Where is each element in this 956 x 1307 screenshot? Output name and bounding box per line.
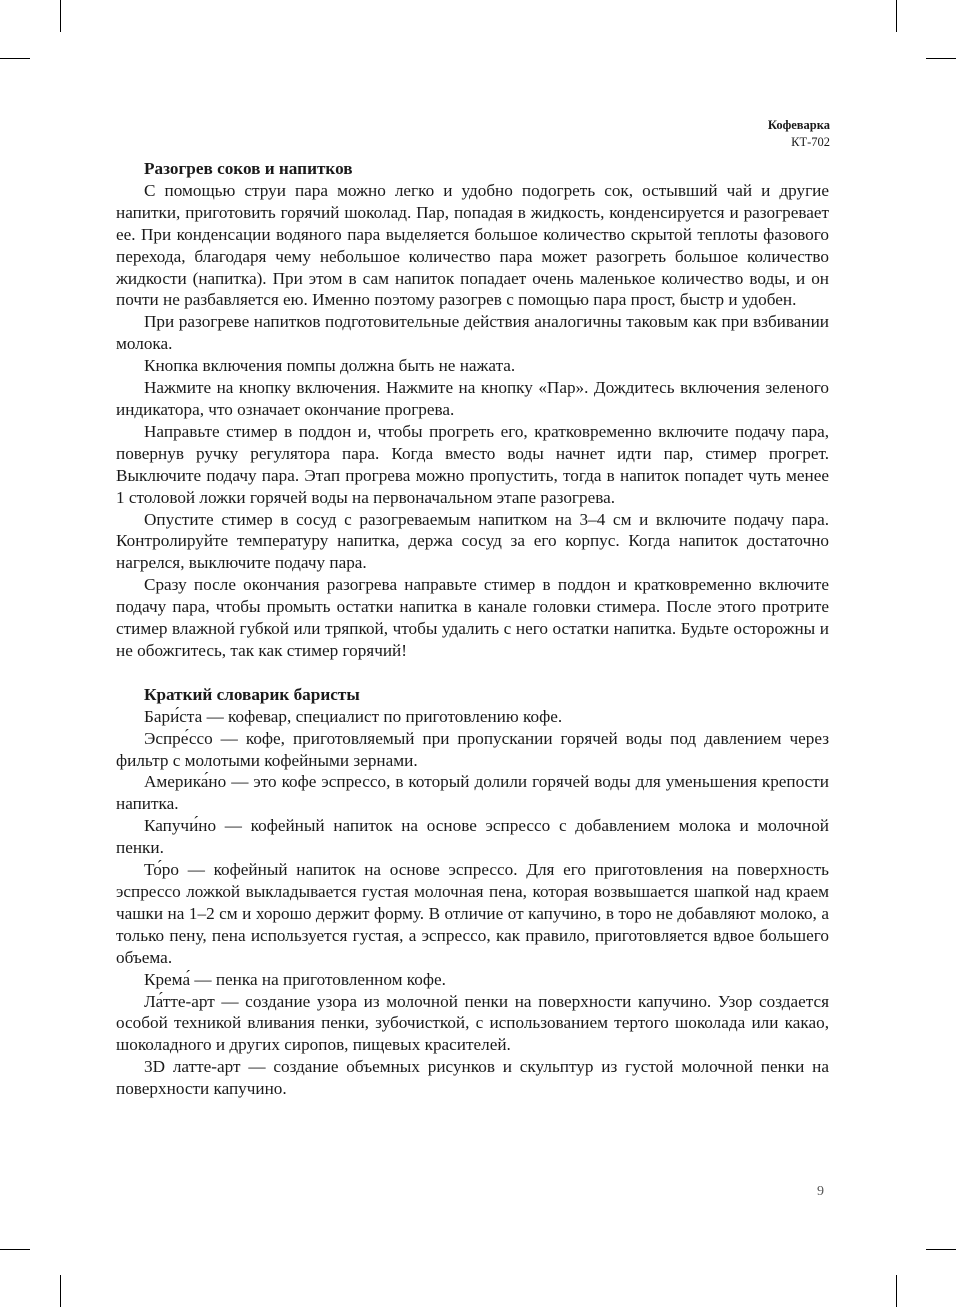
section-heading-glossary: Краткий словарик баристы [144, 684, 360, 704]
header-title: Кофеварка [767, 118, 830, 132]
paragraph: При разогреве напитков подготовительные действия аналогичны таковым как при взбивании молока. [116, 312, 829, 354]
crop-mark-bottom-right [896, 1275, 897, 1307]
glossary-entry: Ла́тте-арт — создание узора из молочной пенки на поверхности капучино. Узор создается особой техникой вливания пенки, зубочисткой, с использованием тертого шоколада или какао, шоколадного и других сиропов, пищевых красителей. [116, 991, 829, 1055]
crop-mark-top-right [896, 0, 897, 32]
page-number: 9 [817, 1184, 824, 1199]
paragraph: Нажмите на кнопку включения. Нажмите на кнопку «Пар». Дождитесь включения зеленого индикатора, что означает окончание прогрева. [116, 378, 829, 419]
glossary-entry: Капучи́но — кофейный напиток на основе эспрессо с добавлением молока и молочной пенки. [116, 816, 829, 858]
section-heading-heating: Разогрев соков и напитков [144, 159, 353, 178]
glossary-entry: 3D латте-арт — создание объемных рисунков и скульптур из густой молочной пенки на поверхности капучино. [116, 1057, 829, 1099]
crop-mark-top-left-h [0, 58, 30, 59]
crop-mark-bottom-left-h [0, 1249, 30, 1250]
glossary-entry: То́ро — кофейный напиток на основе эспрессо. Для его приготовления на поверхность эспрессо ложкой выкладывается густая молочная пена, которая возвышается шапкой над краем чашки на 1–2 см и хорошо держит форму. В отличие от капучино, в торо не добавляют молоко, а только пену, пена используется густая, а эспрессо, как правило, приготовляется вдвое большего объема. [116, 860, 829, 967]
crop-mark-bottom-right-h [926, 1249, 956, 1250]
glossary-entry: Эспре́ссо — кофе, приготовляемый при пропускании горячей воды под давлением через фильтр с молотыми кофейными зернами. [116, 728, 829, 770]
paragraph: Направьте стимер в поддон и, чтобы прогреть его, кратковременно включите подачу пара, повернув ручку регулятора пара. Когда вместо воды начнет идти пар, стимер прогрет. Выключите подачу пара. Этап прогрева можно пропустить, тогда в напиток попадет чуть менее 1 столовой ложки горячей воды на первоначальном этапе разогрева. [116, 421, 829, 507]
section-spacer [116, 662, 829, 684]
paragraph: С помощью струи пара можно легко и удобно подогреть сок, остывший чай и другие напитки, приготовить горячий шоколад. Пар, попадая в жидкость, конденсируется и разогревает ее. При конденсации водяного пара выделяется большое количество скрытой теплоты фазового перехода, благодаря чему небольшое количество пара может разогреть большое количество жидкости (напитка). При этом в сам напиток попадает очень маленькое количество воды, и он почти не разбавляется ею. Именно поэтому разогрев с помощью пара прост, быстр и удобен. [116, 180, 829, 310]
paragraph: Кнопка включения помпы должна быть не нажата. [144, 356, 516, 376]
crop-mark-bottom-left [60, 1275, 61, 1307]
running-header [768, 117, 830, 151]
header-model: КТ-702 [791, 135, 830, 149]
paragraph: Опустите стимер в сосуд с разогреваемым напитком на 3–4 см и включите подачу пара. Контролируйте температуру напитка, держа сосуд за его корпус. Когда напиток достаточно нагрелся, выключите подачу пара. [116, 509, 829, 573]
crop-mark-top-right-h [926, 58, 956, 59]
glossary-entry: Крема́ — пенка на приготовленном кофе. [144, 969, 446, 989]
paragraph: Сразу после окончания разогрева направьте стимер в поддон и кратковременно включите подачу пара, чтобы промыть остатки напитка в канале головки стимера. После этого протрите стимер влажной губкой или тряпкой, чтобы удалить с него остатки напитка. Будьте осторожны и не обожгитесь, так как стимер горячий! [116, 575, 829, 660]
page-content [116, 158, 829, 1100]
crop-mark-top-left [60, 0, 61, 32]
glossary-entry: Бари́ста — кофевар, специалист по приготовлению кофе. [144, 706, 563, 726]
glossary-entry: Америка́но — это кофе эспрессо, в который долили горячей воды для уменьшения крепости напитка. [116, 772, 829, 814]
